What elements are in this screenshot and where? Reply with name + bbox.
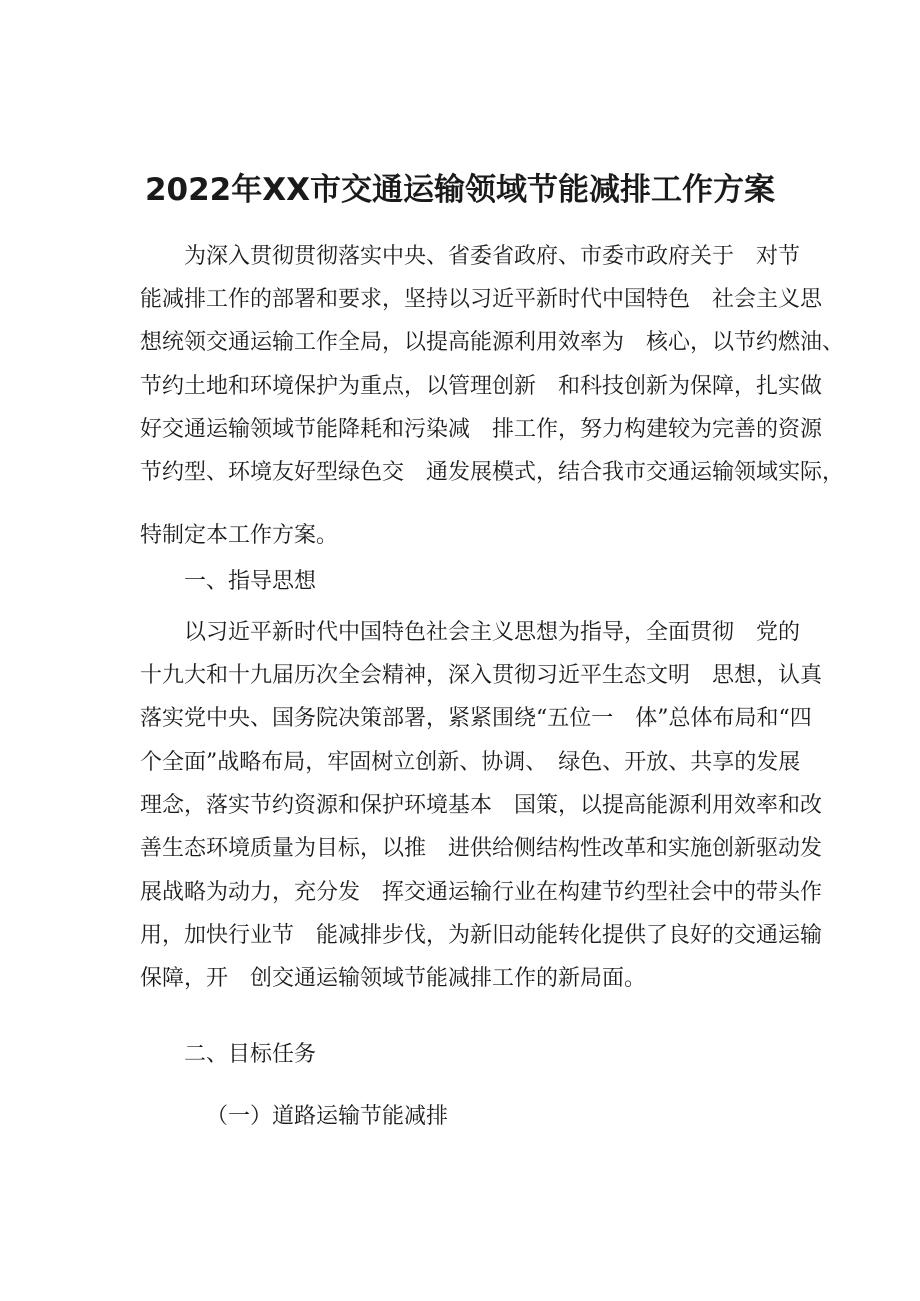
section1-line: 展战略为动力，充分发 挥交通运输行业在构建节约型社会中的带头作 [140,880,823,905]
section1-line: 落实党中央、国务院决策部署，紧紧围绕“五位一 体”总体布局和“四 [140,706,812,731]
subsection-heading-road-transport: （一）道路运输节能减排 [206,1104,449,1129]
intro-line: 为深入贯彻贯彻落实中央、省委省政府、市委市政府关于 对节 [184,244,801,269]
section-heading-guiding-ideology: 一、指导思想 [184,569,317,594]
intro-line: 节约型、环境友好型绿色交 通发展模式，结合我市交通运输领域实际， [140,460,845,485]
section1-line: 十九大和十九届历次全会精神，深入贯彻习近平生态文明 思想，认真 [140,663,823,688]
section1-line: 善生态环境质量为目标，以推 进供给侧结构性改革和实施创新驱动发 [140,836,823,861]
section1-line: 个全面”战略布局，牢固树立创新、协调、 绿色、开放、共享的发展 [140,750,801,775]
document-title: 2022年XX市交通运输领域节能减排工作方案 [144,172,776,208]
intro-line: 想统领交通运输工作全局，以提高能源利用效率为 核心，以节约燃油、 [140,330,845,355]
intro-line: 能减排工作的部署和要求，坚持以习近平新时代中国特色 社会主义思 [140,287,823,312]
intro-line: 节约土地和环境保护为重点，以管理创新 和科技创新为保障，扎实做 [140,374,823,399]
section1-line: 用，加快行业节 能减排步伐，为新旧动能转化提供了良好的交通运输 [140,923,823,948]
section1-line: 理念，落实节约资源和保护环境基本 国策，以提高能源利用效率和改 [140,793,823,818]
section1-line: 保障，开 创交通运输领域节能减排工作的新局面。 [140,966,647,991]
intro-line: 特制定本工作方案。 [140,523,339,548]
section-heading-goals-tasks: 二、目标任务 [184,1042,317,1067]
intro-line: 好交通运输领域节能降耗和污染减 排工作，努力构建较为完善的资源 [140,417,823,442]
section1-line: 以习近平新时代中国特色社会主义思想为指导，全面贯彻 党的 [184,620,801,645]
